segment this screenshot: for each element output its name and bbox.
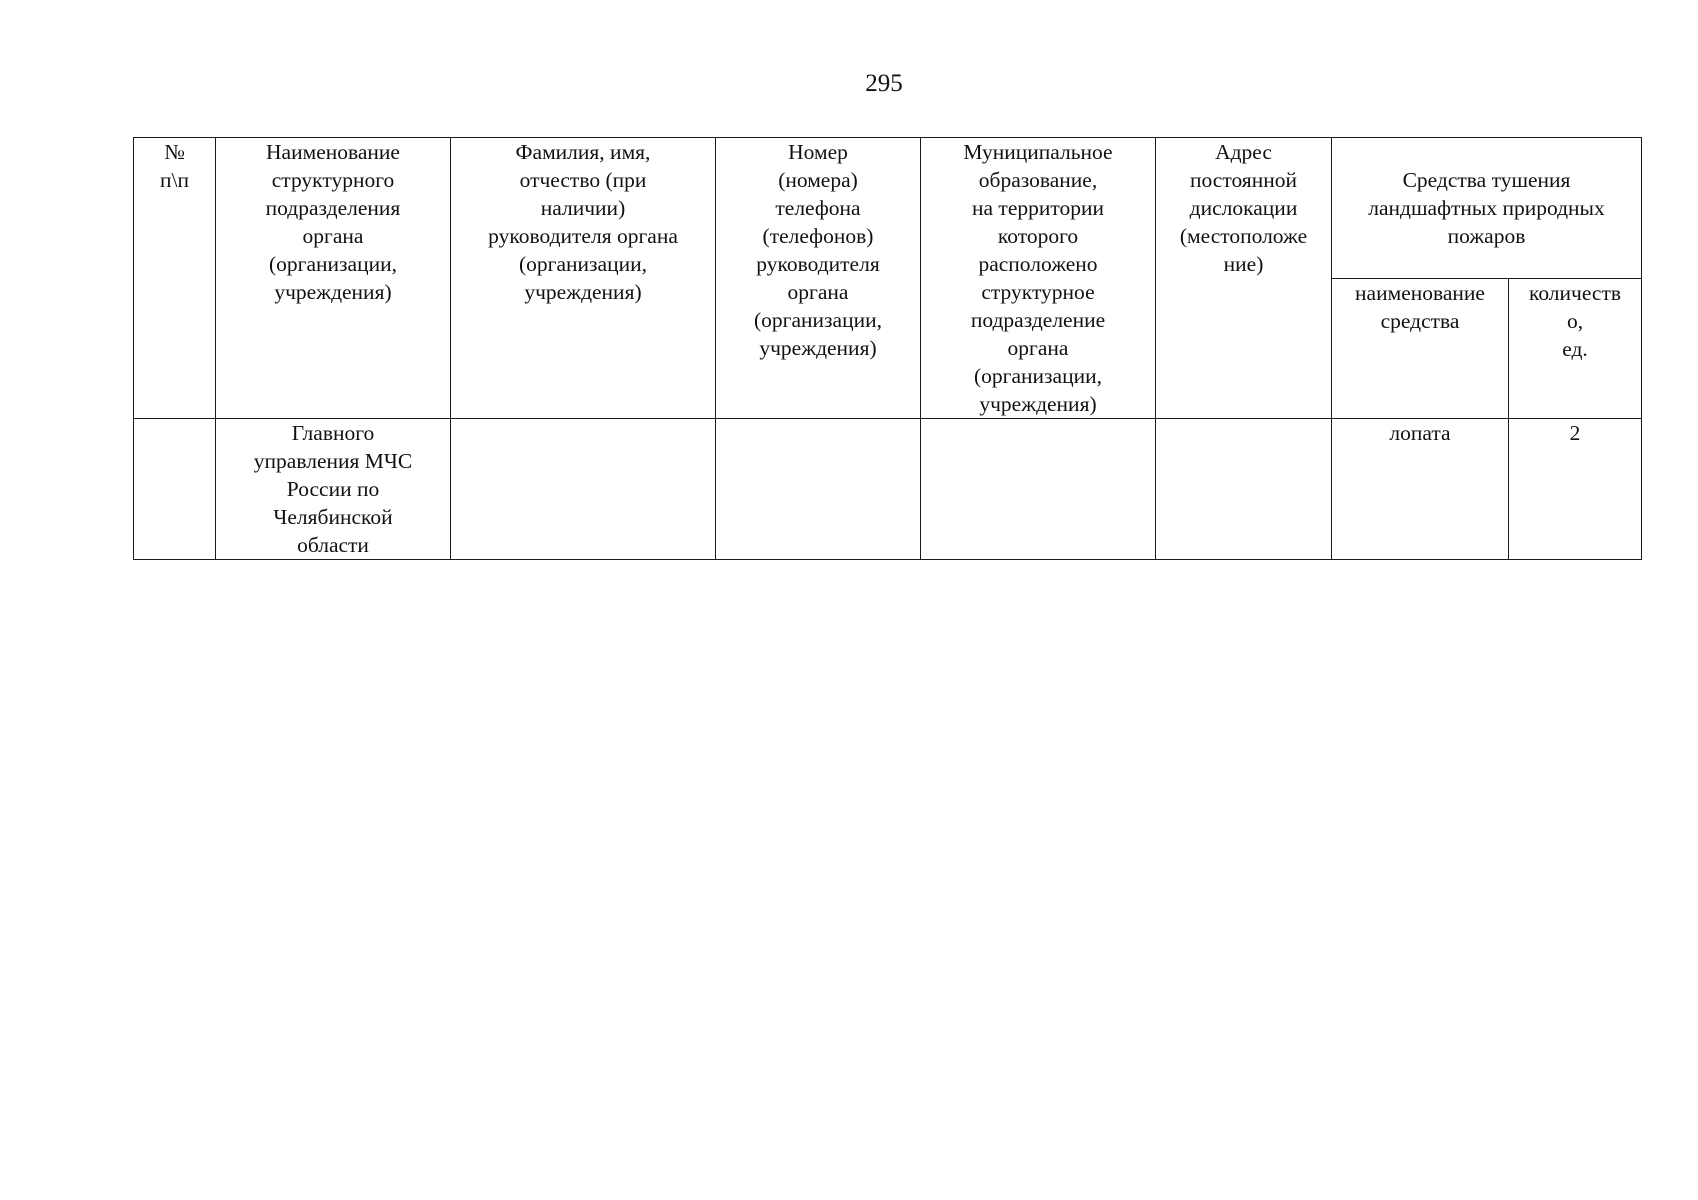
cell-address xyxy=(1156,419,1332,560)
header-address: Адрес постоянной дислокации (местоположе ние) xyxy=(1156,138,1332,419)
header-means-name: наименование средства xyxy=(1332,278,1509,419)
table-row xyxy=(134,419,1642,560)
cell-head-name xyxy=(451,419,716,560)
header-means-qty: количеств о, ед. xyxy=(1509,278,1642,419)
header-phone: Номер (номера) телефона (телефонов) руководителя органа (организации, учреждения) xyxy=(716,138,921,419)
header-means-group: Средства тушения ландшафтных природных пожаров xyxy=(1332,138,1642,279)
cell-unit-name: Главного управления МЧС России по Челябинской области xyxy=(216,419,451,560)
cell-means-qty: 2 xyxy=(1509,419,1642,560)
page-number: 295 xyxy=(865,70,903,97)
cell-means-name: лопата xyxy=(1332,419,1509,560)
cell-num xyxy=(134,419,216,560)
cell-municipality xyxy=(921,419,1156,560)
header-num: № п\п xyxy=(134,138,216,419)
header-head-name: Фамилия, имя, отчество (при наличии) руководителя органа (организации, учреждения) xyxy=(451,138,716,419)
table-header-row xyxy=(134,138,1642,279)
fire-means-table xyxy=(133,137,1642,560)
header-municipality: Муниципальное образование, на территории которого расположено структурное подразделение органа (организации, учреждения) xyxy=(921,138,1156,419)
header-unit-name: Наименование структурного подразделения органа (организации, учреждения) xyxy=(216,138,451,419)
cell-phone xyxy=(716,419,921,560)
